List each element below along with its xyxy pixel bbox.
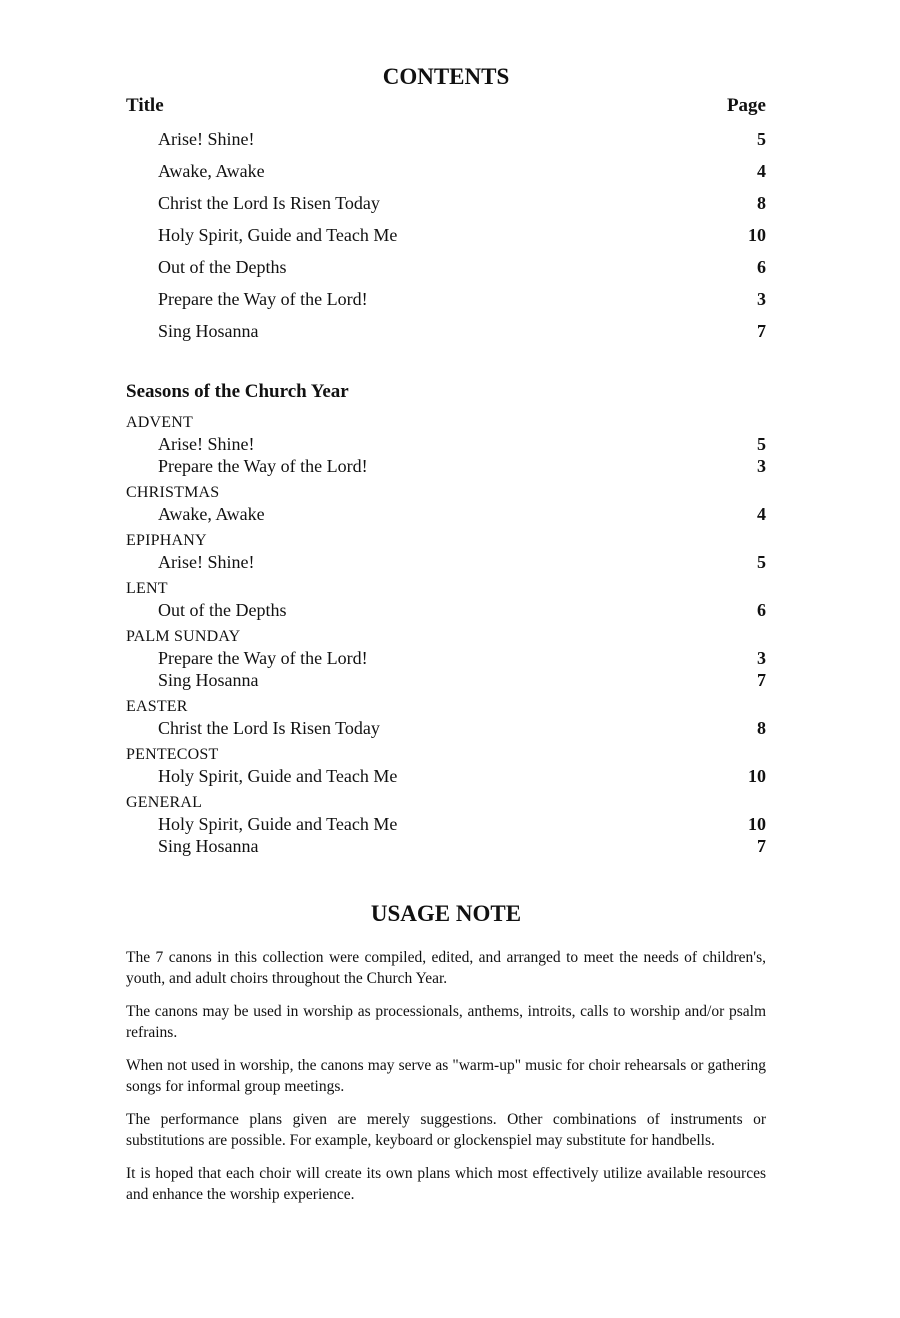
season-entry-page: 7 xyxy=(757,836,766,856)
season-group-christmas xyxy=(126,483,766,525)
toc-entry-page: 6 xyxy=(757,257,766,277)
season-entry xyxy=(126,551,766,573)
season-entry xyxy=(126,669,766,691)
season-entry-page: 3 xyxy=(757,456,766,476)
toc-entry xyxy=(126,155,766,187)
season-group-pentecost xyxy=(126,745,766,787)
season-name: LENT xyxy=(126,580,168,597)
season-name: ADVENT xyxy=(126,414,193,431)
usage-paragraph: The canons may be used in worship as processionals, anthems, introits, calls to worship and/or psalm refrains. xyxy=(126,1003,766,1041)
toc-entry-page: 4 xyxy=(757,161,766,181)
season-entry-title: Out of the Depths xyxy=(158,600,287,620)
season-entry-page: 7 xyxy=(757,670,766,690)
usage-paragraph: The 7 canons in this collection were compiled, edited, and arranged to meet the needs of children's, youth, and adult choirs throughout the Church Year. xyxy=(126,949,766,987)
usage-paragraph: The performance plans given are merely suggestions. Other combinations of instruments or substitutions are possible. For example, keyboard or glockenspiel may substitute for handbells. xyxy=(126,1111,766,1149)
toc-entry-title: Holy Spirit, Guide and Teach Me xyxy=(158,225,398,245)
season-entry-title: Sing Hosanna xyxy=(158,670,259,690)
season-entry-title: Christ the Lord Is Risen Today xyxy=(158,718,380,738)
usage-paragraph: It is hoped that each choir will create its own plans which most effectively utilize available resources and enhance the worship experience. xyxy=(126,1165,766,1203)
season-name: PALM SUNDAY xyxy=(126,628,241,645)
usage-paragraph: When not used in worship, the canons may serve as "warm-up" music for choir rehearsals or gathering songs for informal group meetings. xyxy=(126,1057,766,1095)
column-title-label: Title xyxy=(126,95,164,116)
season-name: CHRISTMAS xyxy=(126,484,220,501)
toc-entry-title: Awake, Awake xyxy=(158,161,265,181)
season-entry-page: 5 xyxy=(757,434,766,454)
season-name: EPIPHANY xyxy=(126,532,207,549)
season-entry xyxy=(126,717,766,739)
season-entry-title: Prepare the Way of the Lord! xyxy=(158,456,368,476)
season-group-easter xyxy=(126,697,766,739)
toc-entry-page: 10 xyxy=(748,225,766,245)
contents-column-header xyxy=(126,95,766,121)
season-group-palm-sunday xyxy=(126,627,766,691)
toc-entry-title: Sing Hosanna xyxy=(158,321,259,341)
toc-entry-page: 3 xyxy=(757,289,766,309)
season-group-advent xyxy=(126,413,766,477)
season-group-epiphany xyxy=(126,531,766,573)
season-entry xyxy=(126,765,766,787)
column-page-label: Page xyxy=(726,95,766,116)
season-group-general xyxy=(126,793,766,857)
season-entry xyxy=(126,503,766,525)
season-entry xyxy=(126,433,766,455)
season-entry xyxy=(126,835,766,857)
toc-entry-title: Arise! Shine! xyxy=(158,129,255,149)
season-name: GENERAL xyxy=(126,794,203,811)
season-entry-title: Sing Hosanna xyxy=(158,836,259,856)
seasons-heading: Seasons of the Church Year xyxy=(126,381,349,402)
season-entry-title: Awake, Awake xyxy=(158,504,265,524)
season-entry xyxy=(126,599,766,621)
season-name: EASTER xyxy=(126,698,188,715)
usage-note-heading: USAGE NOTE xyxy=(370,901,522,926)
season-entry-page: 5 xyxy=(757,552,766,572)
season-entry-page: 8 xyxy=(757,718,766,738)
toc-entry xyxy=(126,251,766,283)
season-entry-title: Prepare the Way of the Lord! xyxy=(158,648,368,668)
toc-entry xyxy=(126,283,766,315)
season-entry-title: Arise! Shine! xyxy=(158,434,255,454)
toc-entry xyxy=(126,123,766,155)
season-entry xyxy=(126,647,766,669)
season-name: PENTECOST xyxy=(126,746,219,763)
season-entry-title: Holy Spirit, Guide and Teach Me xyxy=(158,814,398,834)
toc-entry-title: Prepare the Way of the Lord! xyxy=(158,289,368,309)
season-entry-page: 10 xyxy=(748,766,766,786)
toc-entry-page: 7 xyxy=(757,321,766,341)
toc-entry xyxy=(126,187,766,219)
season-entry xyxy=(126,813,766,835)
toc-entry-page: 5 xyxy=(757,129,766,149)
season-entry-page: 6 xyxy=(757,600,766,620)
toc-entry-title: Out of the Depths xyxy=(158,257,287,277)
season-group-lent xyxy=(126,579,766,621)
season-entry xyxy=(126,455,766,477)
toc-entry-title: Christ the Lord Is Risen Today xyxy=(158,193,380,213)
toc-entry-page: 8 xyxy=(757,193,766,213)
season-entry-page: 10 xyxy=(748,814,766,834)
contents-list xyxy=(126,123,766,347)
season-entry-page: 4 xyxy=(757,504,766,524)
season-entry-page: 3 xyxy=(757,648,766,668)
season-entry-title: Holy Spirit, Guide and Teach Me xyxy=(158,766,398,786)
page xyxy=(126,60,766,1217)
usage-note-body xyxy=(126,947,766,1205)
toc-entry xyxy=(126,315,766,347)
season-entry-title: Arise! Shine! xyxy=(158,552,255,572)
toc-entry xyxy=(126,219,766,251)
contents-heading: CONTENTS xyxy=(382,64,510,89)
